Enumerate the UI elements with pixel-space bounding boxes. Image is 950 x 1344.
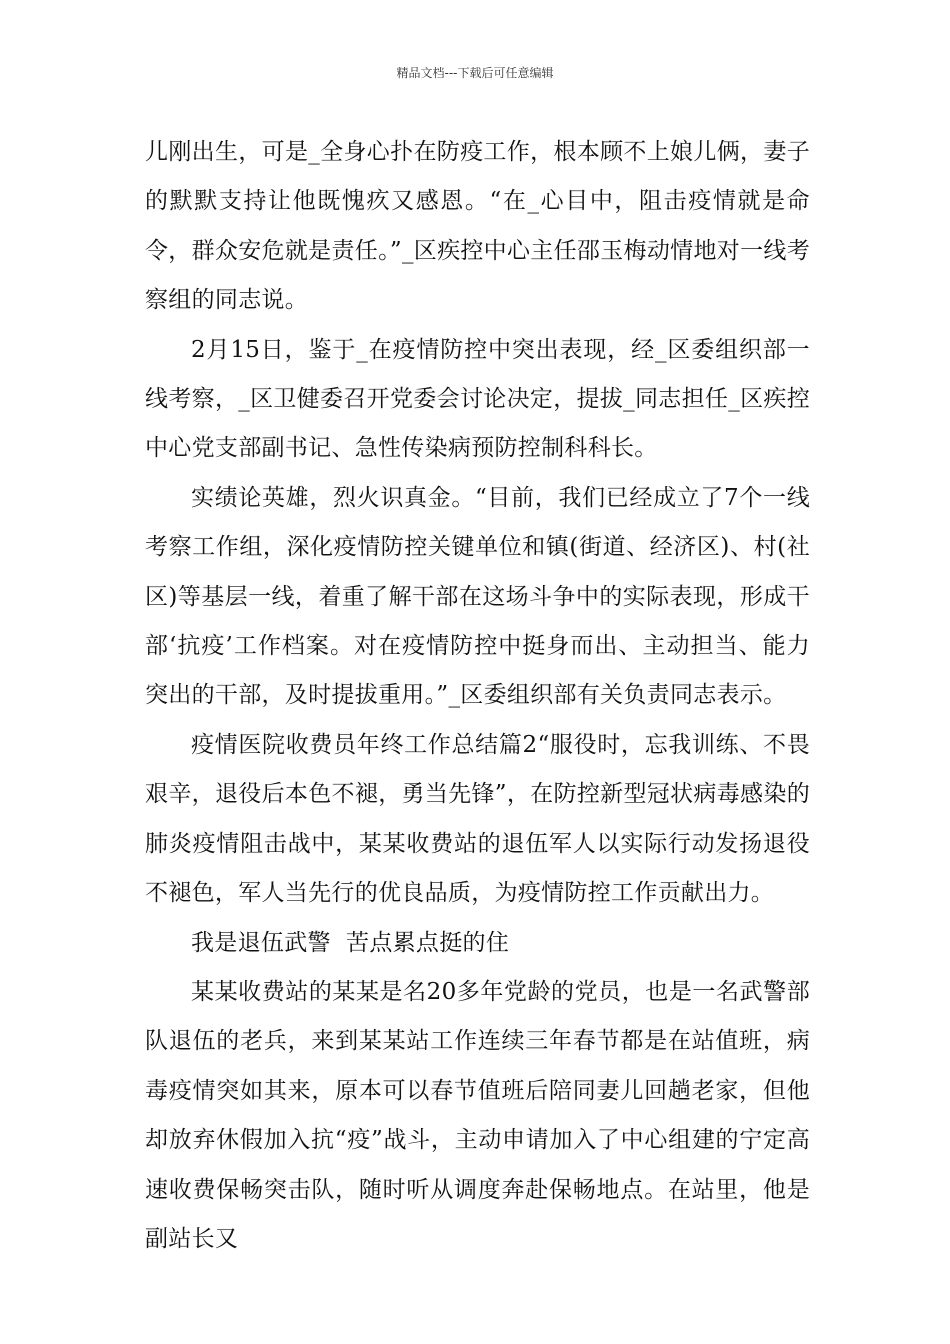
- page-header: 精品文档---下载后可任意编辑: [396, 66, 554, 80]
- paragraph-summary-2: 疫情医院收费员年终工作总结篇2“服役时，忘我训练、不畏艰辛，退役后本色不褪，勇当先锋”，在防控新型冠状病毒感染的肺炎疫情阻击战中，某某收费站的退伍军人以实际行动发扬退役不褪色，军人当先行的优良品质，为疫情防控工作贡献出力。: [145, 731, 810, 907]
- document-body: [145, 128, 810, 1264]
- section-subheading: 我是退伍武警 苦点累点挺的住: [191, 929, 510, 956]
- paragraph-veteran: 某某收费站的某某是名20多年党龄的党员，也是一名武警部队退伍的老兵，来到某某站工作连续三年春节都是在站值班，病毒疫情突如其来，原本可以春节值班后陪同妻儿回趟老家，但他却放弃休假加入抗“疫”战斗，主动申请加入了中心组建的宁定高速收费保畅突击队，随时听从调度奔赴保畅地点。在站里，他是副站长又: [145, 978, 810, 1252]
- paragraph-promotion: 2月15日，鉴于_在疫情防控中突出表现，经_区委组织部一线考察，_区卫健委召开党委会讨论决定，提拔_同志担任_区疾控中心党支部副书记、急性传染病预防控制科科长。: [145, 336, 810, 462]
- paragraph-continuation: 儿刚出生，可是_全身心扑在防疫工作，根本顾不上娘儿俩，妻子的默默支持让他既愧疚又感恩。“在_心目中，阻击疫情就是命令，群众安危就是责任。”_区疾控中心主任邵玉梅动情地对一线考察组的同志说。: [145, 139, 810, 314]
- paragraph-achievements: 实绩论英雄，烈火识真金。“目前，我们已经成立了7个一线考察工作组，深化疫情防控关键单位和镇(街道、经济区)、村(社区)等基层一线，着重了解干部在这场斗争中的实际表现，形成干部‘抗疫’工作档案。对在疫情防控中挺身而出、主动担当、能力突出的干部，及时提拔重用。”_区委组织部有关负责同志表示。: [145, 484, 810, 709]
